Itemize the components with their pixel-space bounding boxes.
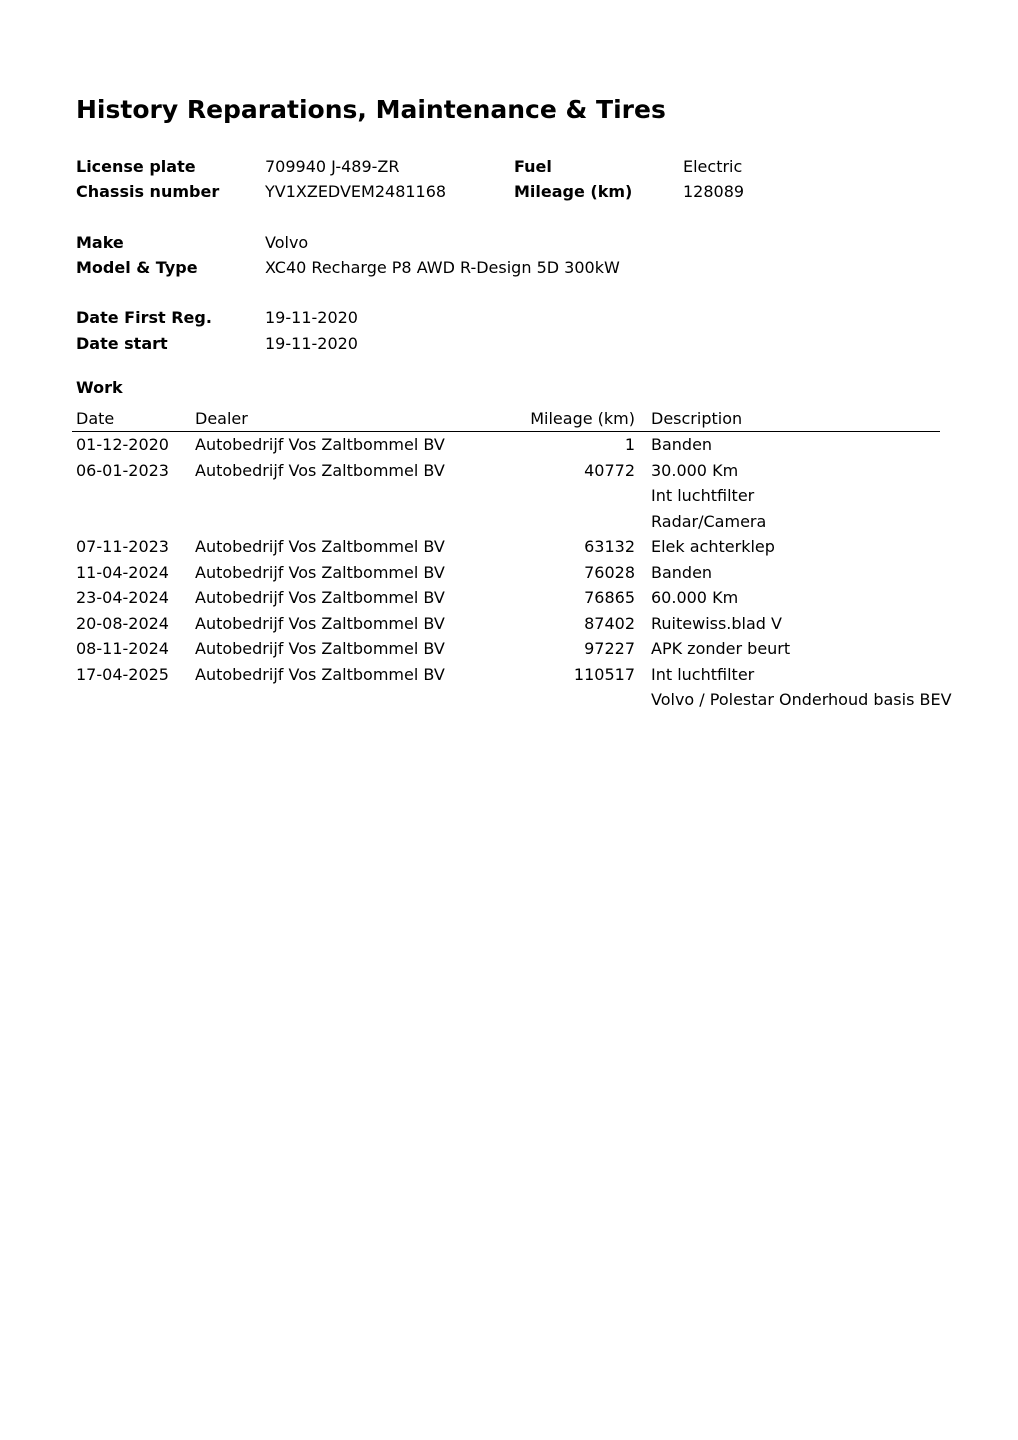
column-header-description: Description — [647, 407, 940, 432]
date-first-reg-value: 19-11-2020 — [265, 308, 358, 327]
row-date: 23-04-2024 — [76, 588, 169, 607]
row-description: Int luchtfilter — [651, 486, 755, 505]
date-start-label: Date start — [76, 334, 168, 353]
row-dealer: Autobedrijf Vos Zaltbommel BV — [195, 537, 445, 556]
column-header-dealer: Dealer — [191, 407, 511, 432]
license-plate-value: 709940 J-489-ZR — [265, 157, 400, 176]
row-date: 06-01-2023 — [76, 460, 169, 480]
row-date: 11-04-2024 — [76, 562, 169, 582]
mileage-value: 128089 — [683, 182, 745, 201]
table-row — [72, 611, 940, 637]
row-date — [72, 483, 191, 509]
row-mileage: 76028 — [584, 562, 635, 582]
row-description: Int luchtfilter — [651, 664, 755, 684]
make-value: Volvo — [265, 233, 309, 252]
date-start-value: 19-11-2020 — [265, 334, 358, 353]
table-row — [72, 585, 940, 611]
row-date: 08-11-2024 — [76, 639, 169, 658]
table-row — [72, 483, 940, 509]
mileage-label: Mileage (km) — [514, 182, 633, 201]
row-description: Radar/Camera — [651, 511, 767, 531]
table-row — [72, 458, 940, 484]
row-mileage — [511, 509, 647, 535]
row-description: 60.000 Km — [651, 588, 739, 607]
row-mileage: 76865 — [584, 588, 635, 607]
row-mileage — [511, 687, 647, 713]
row-date — [72, 687, 191, 713]
row-mileage: 1 — [624, 435, 635, 454]
table-row — [72, 432, 940, 458]
row-dealer — [191, 509, 511, 535]
row-description: Ruitewiss.blad V — [651, 613, 782, 633]
row-dealer — [191, 483, 511, 509]
row-mileage — [511, 483, 647, 509]
row-description: Volvo / Polestar Onderhoud basis BEV — [651, 690, 952, 709]
date-first-reg-label: Date First Reg. — [76, 308, 212, 327]
row-date: 17-04-2025 — [76, 664, 169, 684]
column-header-mileage: Mileage (km) — [511, 407, 647, 432]
row-mileage: 110517 — [573, 664, 635, 684]
work-table — [72, 407, 952, 713]
fuel-value: Electric — [683, 157, 743, 176]
license-plate-label: License plate — [76, 157, 196, 176]
chassis-number-label: Chassis number — [76, 182, 220, 201]
row-description: Banden — [651, 562, 713, 582]
table-row — [72, 662, 940, 688]
work-table-header-row — [72, 407, 940, 432]
row-mileage: 63132 — [584, 537, 635, 556]
row-dealer: Autobedrijf Vos Zaltbommel BV — [195, 639, 445, 658]
page-title: History Reparations, Maintenance & Tires — [76, 95, 666, 124]
row-dealer — [191, 687, 511, 713]
row-dealer: Autobedrijf Vos Zaltbommel BV — [195, 562, 445, 582]
row-dealer: Autobedrijf Vos Zaltbommel BV — [195, 613, 445, 633]
table-row — [72, 560, 940, 586]
model-type-value: XC40 Recharge P8 AWD R-Design 5D 300kW — [265, 258, 620, 277]
row-description: Elek achterklep — [651, 537, 775, 556]
model-type-label: Model & Type — [76, 258, 198, 277]
chassis-number-value: YV1XZEDVEM2481168 — [265, 182, 447, 201]
make-label: Make — [76, 233, 124, 252]
row-date: 01-12-2020 — [76, 435, 169, 454]
row-mileage: 87402 — [584, 613, 635, 633]
row-description: Banden — [651, 435, 713, 454]
table-row — [72, 636, 940, 662]
row-description: 30.000 Km — [651, 460, 739, 480]
row-dealer: Autobedrijf Vos Zaltbommel BV — [195, 460, 445, 480]
table-row — [72, 509, 940, 535]
row-date: 07-11-2023 — [76, 537, 169, 556]
column-header-date: Date — [72, 407, 191, 432]
row-description: APK zonder beurt — [651, 639, 791, 658]
row-date — [72, 509, 191, 535]
work-section-title: Work — [76, 378, 123, 397]
row-mileage: 40772 — [584, 460, 635, 480]
row-dealer: Autobedrijf Vos Zaltbommel BV — [195, 588, 445, 607]
table-row — [72, 534, 940, 560]
table-row — [72, 687, 940, 713]
fuel-label: Fuel — [514, 157, 552, 176]
row-date: 20-08-2024 — [76, 613, 169, 633]
row-dealer: Autobedrijf Vos Zaltbommel BV — [195, 435, 445, 454]
row-dealer: Autobedrijf Vos Zaltbommel BV — [195, 664, 445, 684]
row-mileage: 97227 — [584, 639, 635, 658]
